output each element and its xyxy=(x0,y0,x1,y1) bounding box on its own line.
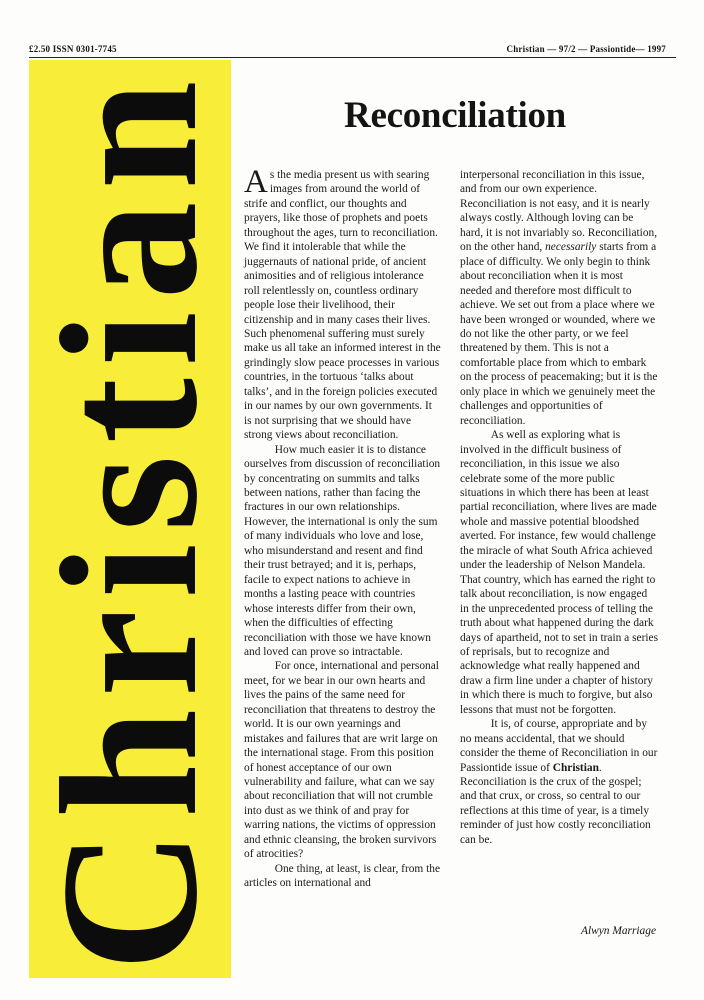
paragraph-5: interpersonal reconciliation in this issue, and from our own experience. Reconciliation is not easy, and it is nearly always costly. Although loving can be hard, it is not invariably so. Reconciliation, on the other hand, necessarily starts from a place of difficulty. We only begin to think about reconciliation when it is most needed and therefore most difficult to achieve. We set out from a place where we have been wronged or wounded, where we do not like the other party, or we feel threatened by them. This is not a comfortable place from which to embark on the process of peacemaking; but it is the only place in which we genuinely meet the challenges and opportunities of reconciliation. xyxy=(460,169,658,427)
magazine-name: Christian xyxy=(552,761,599,774)
paragraph-4: One thing, at least, is clear, from the articles on international and xyxy=(244,862,441,890)
column-left xyxy=(244,164,442,891)
author-signature: Alwyn Marriage xyxy=(581,925,656,937)
emphasis-necessarily: necessarily xyxy=(545,241,597,254)
paragraph-6: As well as exploring what is involved in the difficult business of reconciliation, in this issue we also celebrate some of the more public situations in which there has been at least partial reconciliation, where lives are made whole and massive potential bloodshed averted. For instance, few would challenge the miracle of what South Africa achieved under the leadership of Nelson Mandela. That country, which has earned the right to talk about reconciliation, is now engaged in the unprecedented process of telling the truth about what happened during the dark days of apartheid, not to set in train a series of reprisals, but to recognize and acknowledge what really happened and draw a firm line under a chapter of history in which there is much to forgive, but also lessons that must not be forgotten. xyxy=(460,429,659,716)
column-right xyxy=(460,168,658,847)
paragraph-3: For once, international and personal meet, for we bear in our own hearts and lives the pains of the same need for reconciliation that threatens to destroy the world. It is our own yearnings and mistakes and failures that are writ large on the international stage. From this position of honest acceptance of our own vulnerability and failure, what can we say about reconciliation that will not crumble into dust as we think of and pray for warring nations, the victims of oppression and ethnic cleansing, the broken survivors of atrocities? xyxy=(244,660,439,861)
paragraph-7: It is, of course, appropriate and by no means accidental, that we should consider the theme of Reconciliation in our Passiontide issue of Christian. Reconciliation is the crux of the gospel; and that crux, or cross, so central to our reflections at this time of year, is a timely reminder of just how costly reconciliation can be. xyxy=(460,718,658,846)
paragraph-1-text: s the media present us with searing images from around the world of strife and conflict, our thoughts and prayers, like those of prophets and poets throughout the ages, turn to reconciliation. We find it intolerable that while the juggernauts of national pride, of ancient animosities and of religious intolerance roll relentlessly on, countless ordinary people lose their livelihood, their citizenship and in many cases their lives. Such phenomenal suffering must surely make us all take an informed interest in the grindingly slow peace processes in various countries, in the tortuous ‘talks about talks’, and in the foreign policies executed in our names by our own governments. It is not surprising that we should have strong views about reconciliation. xyxy=(244,169,441,442)
paragraph-2: How much easier it is to distance ourselves from discussion of reconciliation by concentrating on summits and talks between nations, rather than facing the fractures in our own relationships. However, the international is only the sum of many individuals who love and lose, who misunderstand and resent and find their trust betrayed; and it is, perhaps, facile to expect nations to achieve in months a lasting peace with countries whose interests differ from their own, when the difficulties of effecting reconciliation with those we have known and loved can prove so intractable. xyxy=(244,443,441,658)
article-title: Reconciliation xyxy=(344,95,566,136)
drop-cap: A xyxy=(244,164,268,200)
price-issn: £2.50 ISSN 0301-7745 xyxy=(29,44,117,54)
issue-line: Christian — 97/2 — Passiontide— 1997 xyxy=(506,44,666,54)
paragraph-1 xyxy=(244,164,442,443)
header-rule xyxy=(29,57,676,58)
masthead-title: Christian xyxy=(21,68,238,972)
